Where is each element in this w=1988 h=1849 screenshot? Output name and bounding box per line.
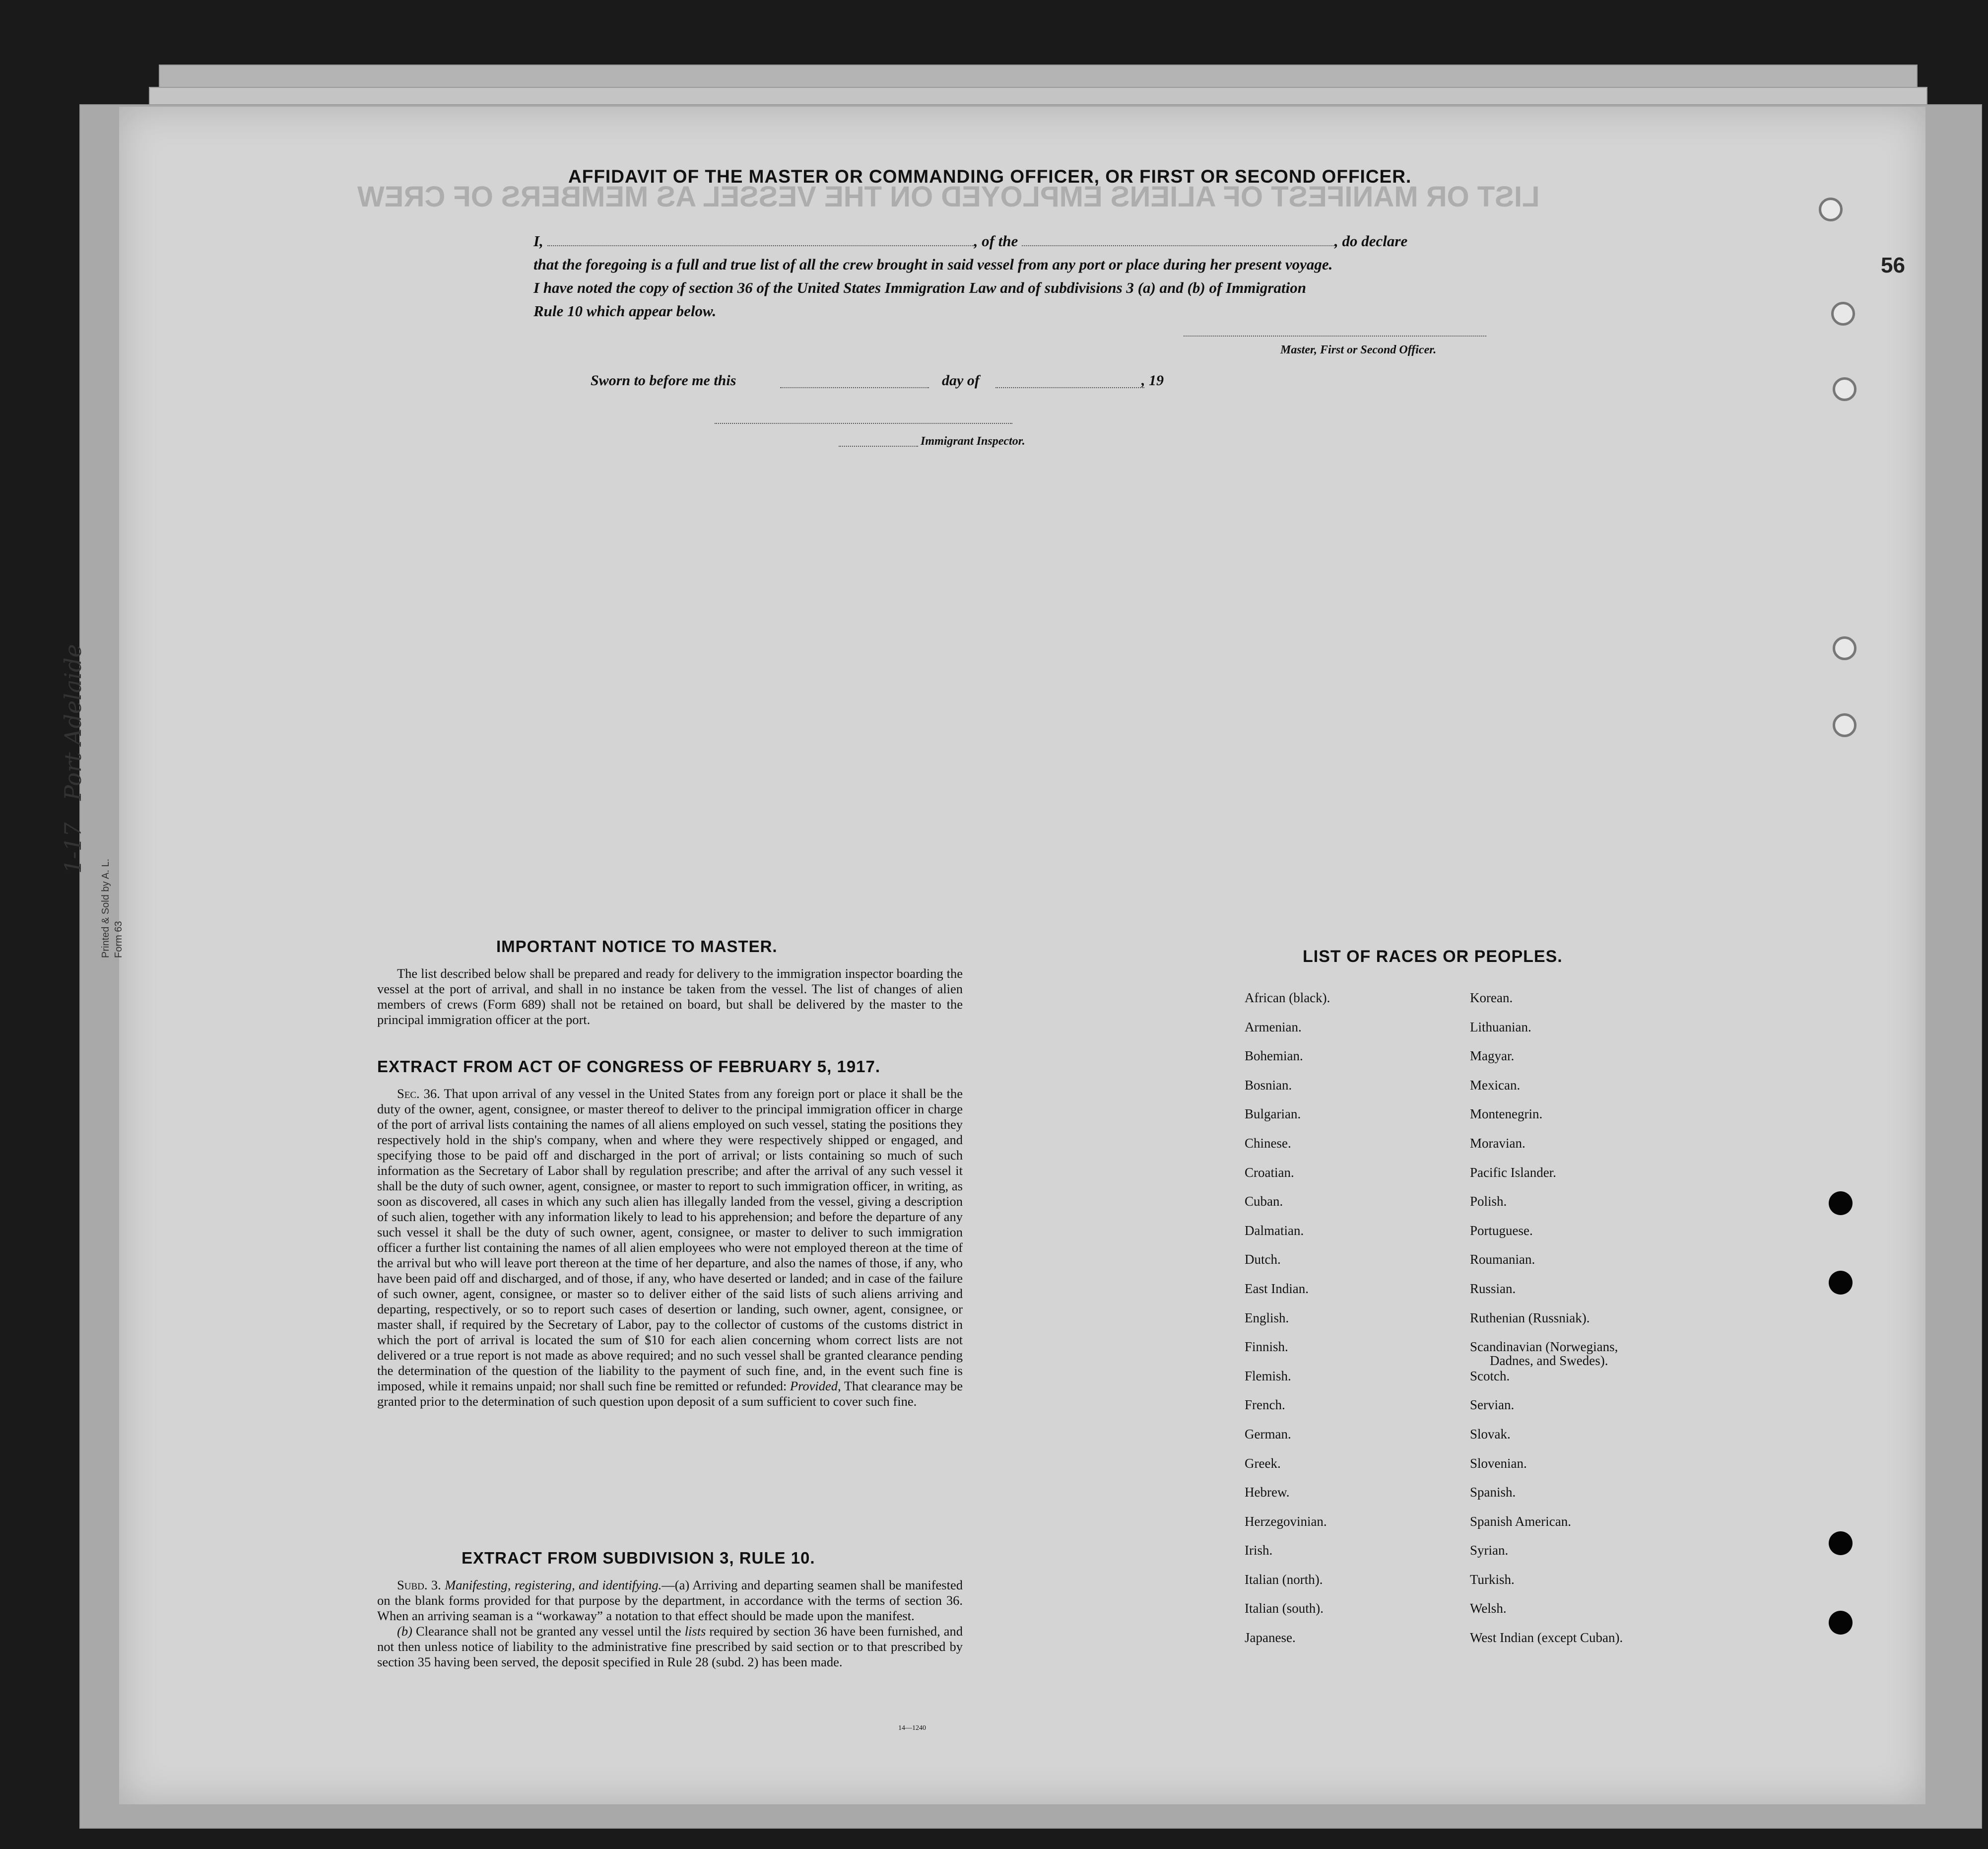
race-item: Cuban. (1245, 1194, 1283, 1209)
vessel-name-field[interactable] (1022, 245, 1334, 246)
race-item: French. (1245, 1397, 1285, 1413)
master-signature-line[interactable] (1184, 336, 1486, 337)
binder-hole (1829, 1271, 1853, 1295)
notice-body: The list described below shall be prepared and ready for delivery to the immigration inspector boarding the vessel at the port of arrival, and shall in no instance be taken from the vessel. The list of changes of alien members of crews (Form 689) shall not be retained on board, but shall be delivered by the master to the principal immigration officer at the port. (377, 966, 963, 1027)
affidavit-title: AFFIDAVIT OF THE MASTER OR COMMANDING OFFICER, OR FIRST OR SECOND OFFICER. (568, 166, 1412, 187)
race-item: African (black). (1245, 990, 1330, 1005)
sworn-month-field[interactable] (995, 387, 1144, 388)
affidavit-line4: Rule 10 which appear below. (533, 302, 717, 320)
race-item-continued: Dadnes, and Swedes). (1490, 1353, 1608, 1369)
affidavit-of-the: , of the (974, 232, 1018, 250)
port-name: Port Adelaide (60, 644, 86, 801)
race-item: Finnish. (1245, 1339, 1288, 1355)
race-item: Croatian. (1245, 1164, 1294, 1180)
affidavit-declare: , do declare (1334, 232, 1408, 250)
rule-heading: EXTRACT FROM SUBDIVISION 3, RULE 10. (462, 1549, 815, 1567)
race-item: Scandinavian (Norwegians, (1470, 1339, 1618, 1355)
binder-hole (1833, 636, 1856, 660)
subd-para-b-2: required by section 36 have been furnished, and not then unless notice of liability to the administrative fine prescribed by said section or to that prescribed by section 35 having been served, the deposit specified in Rule 28 (subd. 2) has been made. (377, 1624, 963, 1669)
subd-para-a: —(a) Arriving and departing seamen shall be manifested on the blank forms provided for that purpose by the department, in accordance with the terms of section 36. When an arriving seaman is a “workaway” a notation to that effect should be made upon the manifest. (377, 1577, 963, 1623)
printer-stamp-line1: Printed & Sold by A. L. (100, 858, 111, 958)
race-item: Servian. (1470, 1397, 1515, 1413)
race-item: Ruthenian (Russniak). (1470, 1310, 1590, 1325)
master-name-field[interactable] (547, 245, 974, 246)
binder-hole (1829, 1191, 1853, 1215)
binder-hole (1831, 302, 1855, 326)
binder-hole (1833, 713, 1856, 737)
subd-para-b-1: Clearance shall not be granted any vessel until the (415, 1624, 681, 1639)
race-item: Bosnian. (1245, 1077, 1292, 1093)
race-item: Welsh. (1470, 1601, 1507, 1616)
affidavit-line2: that the foregoing is a full and true list of all the crew brought in said vessel from any port or place during her present voyage. (533, 256, 1333, 273)
sec-text: That upon arrival of any vessel in the United States from any foreign port or place it shall be the duty of the owner, agent, consignee, or master thereof to deliver to the principal immigration officer in charge of the port of arrival lists containing the names of all aliens employed on such vessel, stating the positions they respectively hold in the ship's company, when and where they were respectively shipped or engaged, and specifying those to be paid off and discharged in the port of arrival; or lists containing so much of such information as the Secretary of Labor shall by regulation prescribe; and after the arrival of any such vessel it shall be the duty of such owner, agent, consignee, or master to report to such immigration officer, in writing, as soon as discovered, all cases in which any such alien has illegally landed from the vessel, giving a description of such alien, together with any information likely to lead to his apprehension; and before the departure of any such vessel it shall be the duty of such owner, agent, consignee, or master to deliver to such immigration officer a further list containing the names of all alien employees who were not employed thereon at the time of the arrival but who will leave port thereon at the time of her departure, and also the names of those, if any, who have been paid off and discharged, and of those, if any, who have deserted or landed; and in case of the failure of such owner, agent, consignee, or master so to deliver either of the said lists of such aliens arriving and departing, respectively, or so to report such cases of desertion or landing, such owner, agent, consignee, or master shall, if required by the Secretary of Labor, pay to the collector of customs of the customs district in which the port of arrival is located the sum of $10 for each alien concerning whom correct lists are not delivered or a true report is not made as above required; and no such vessel shall be granted clearance pending the determination of the question of the liability to the payment of such fine, and, in the event such fine is imposed, while it remains unpaid; nor shall such fine be remitted or refunded: (377, 1086, 963, 1393)
race-item: Slovak. (1470, 1426, 1511, 1441)
provided-word: Provided, (790, 1378, 841, 1393)
race-item: Lithuanian. (1470, 1019, 1531, 1034)
master-caption: Master, First or Second Officer. (1280, 343, 1437, 356)
binder-hole (1829, 1611, 1853, 1635)
race-item: West Indian (except Cuban). (1470, 1630, 1623, 1645)
affidavit-i: I, (533, 232, 543, 250)
inspector-signature-line[interactable] (839, 446, 918, 447)
race-item: Japanese. (1245, 1630, 1296, 1645)
race-item: Polish. (1470, 1194, 1507, 1209)
race-item: Korean. (1470, 990, 1513, 1005)
binder-hole (1833, 377, 1856, 401)
page-number: 56 (1881, 253, 1905, 277)
race-item: Bulgarian. (1245, 1106, 1301, 1122)
race-item: Hebrew. (1245, 1485, 1290, 1500)
notice-heading: IMPORTANT NOTICE TO MASTER. (496, 937, 778, 956)
affidavit-line3: I have noted the copy of section 36 of the United States Immigration Law and of subdivisions 3 (a) and (b) of Immigration (533, 279, 1306, 296)
race-item: Roumanian. (1470, 1252, 1535, 1267)
race-item: Armenian. (1245, 1019, 1302, 1034)
sec-text-end: That clearance may be granted prior to the determination of such question upon deposit of a sum sufficient to cover such fine. (377, 1378, 963, 1409)
race-item: Scotch. (1470, 1368, 1510, 1383)
binder-hole (1819, 198, 1843, 221)
race-item: East Indian. (1245, 1281, 1309, 1296)
binder-hole (1829, 1531, 1853, 1555)
subd-label: Subd. 3. (397, 1577, 441, 1592)
races-left-column (1245, 990, 1330, 1659)
race-item: English. (1245, 1310, 1289, 1325)
day-of-text: day of (942, 372, 980, 389)
act-section-36 (377, 1086, 963, 1409)
printer-stamp-line2: Form 63 (113, 921, 124, 958)
races-heading: LIST OF RACES OR PEOPLES. (1303, 947, 1563, 966)
race-item: Spanish. (1470, 1485, 1516, 1500)
race-item: Mexican. (1470, 1077, 1521, 1093)
document-page (119, 107, 1925, 1804)
race-item: Moravian. (1470, 1135, 1525, 1151)
rule-subdivision-3 (377, 1577, 963, 1670)
race-item: Magyar. (1470, 1048, 1515, 1064)
race-item: Montenegrin. (1470, 1106, 1543, 1122)
race-item: Irish. (1245, 1543, 1273, 1558)
race-item: Turkish. (1470, 1572, 1515, 1587)
subd-para-b-lists: lists (684, 1624, 706, 1639)
race-item: Bohemian. (1245, 1048, 1303, 1064)
sworn-day-field[interactable] (780, 387, 929, 388)
race-item: Dalmatian. (1245, 1223, 1304, 1238)
year-text: , 19 (1141, 372, 1164, 389)
form-number: 14—1240 (898, 1724, 926, 1732)
races-right-column (1470, 990, 1623, 1659)
race-item: Russian. (1470, 1281, 1516, 1296)
race-item: Slovenian. (1470, 1455, 1527, 1471)
affidavit-body (533, 229, 1506, 323)
sec-label: Sec. 36. (397, 1086, 440, 1101)
margin-note: 1-17 (60, 822, 86, 874)
handwritten-port-note (60, 644, 86, 874)
race-item: Italian (north). (1245, 1572, 1323, 1587)
inspector-caption: Immigrant Inspector. (921, 435, 1025, 448)
sworn-text: Sworn to before me this (591, 372, 736, 389)
race-item: German. (1245, 1426, 1291, 1441)
race-item: Chinese. (1245, 1135, 1291, 1151)
race-item: Flemish. (1245, 1368, 1291, 1383)
race-item: Italian (south). (1245, 1601, 1324, 1616)
race-item: Spanish American. (1470, 1513, 1571, 1529)
race-item: Portuguese. (1470, 1223, 1533, 1238)
printer-stamp (99, 859, 125, 958)
race-item: Dutch. (1245, 1252, 1281, 1267)
subd-para-b-label: (b) (397, 1624, 412, 1639)
bleed-through-title: LIST OR MANIFEST OF ALIENS EMPLOYED ON THE VESSEL AS MEMBERS OF CREW (357, 181, 1540, 213)
inspector-signature-line[interactable] (715, 423, 1012, 424)
subd-title: Manifesting, registering, and identifying. (445, 1577, 662, 1592)
race-item: Greek. (1245, 1455, 1281, 1471)
act-heading: EXTRACT FROM ACT OF CONGRESS OF FEBRUARY 5, 1917. (377, 1057, 881, 1076)
race-item: Pacific Islander. (1470, 1164, 1556, 1180)
race-item: Herzegovinian. (1245, 1513, 1327, 1529)
race-item: Syrian. (1470, 1543, 1509, 1558)
